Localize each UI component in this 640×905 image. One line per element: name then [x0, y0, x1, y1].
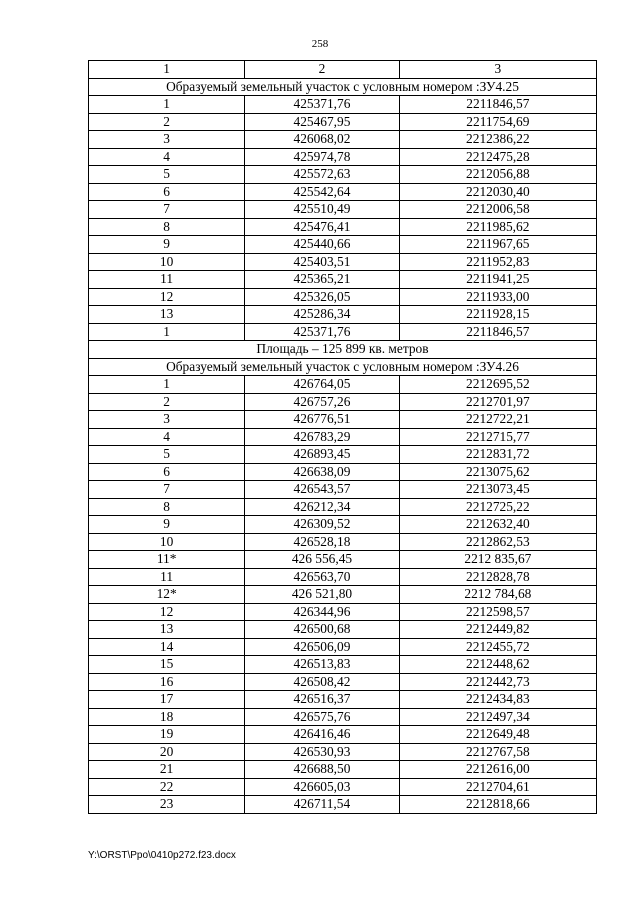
point-number-cell: 21: [89, 761, 245, 779]
table-row: [89, 586, 597, 604]
table-row: [89, 166, 597, 184]
x-coordinate-cell: 426605,03: [245, 778, 399, 796]
y-coordinate-cell: 2212598,57: [399, 603, 596, 621]
area-cell: Площадь – 125 899 кв. метров: [89, 341, 597, 359]
table-row: [89, 726, 597, 744]
point-number-cell: 12: [89, 288, 245, 306]
x-coordinate-cell: 426500,68: [245, 621, 399, 639]
point-number-cell: 1: [89, 376, 245, 394]
x-coordinate-cell: 426688,50: [245, 761, 399, 779]
point-number-cell: 9: [89, 236, 245, 254]
point-number-cell: 13: [89, 306, 245, 324]
y-coordinate-cell: 2211846,57: [399, 96, 596, 114]
y-coordinate-cell: 2212497,34: [399, 708, 596, 726]
x-coordinate-cell: 425440,66: [245, 236, 399, 254]
point-number-cell: 2: [89, 113, 245, 131]
table-row: [89, 96, 597, 114]
coordinates-table-body: [89, 61, 597, 814]
point-number-cell: 11: [89, 271, 245, 289]
x-coordinate-cell: 425510,49: [245, 201, 399, 219]
table-row: [89, 288, 597, 306]
x-coordinate-cell: 426528,18: [245, 533, 399, 551]
y-coordinate-cell: 2212725,22: [399, 498, 596, 516]
x-coordinate-cell: 425371,76: [245, 96, 399, 114]
table-row: [89, 656, 597, 674]
y-coordinate-cell: 2212386,22: [399, 131, 596, 149]
point-number-cell: 5: [89, 446, 245, 464]
x-coordinate-cell: 426506,09: [245, 638, 399, 656]
y-coordinate-cell: 2211846,57: [399, 323, 596, 341]
point-number-cell: 1: [89, 323, 245, 341]
section-title-row: [89, 78, 597, 96]
point-number-cell: 6: [89, 183, 245, 201]
table-row: [89, 516, 597, 534]
point-number-cell: 18: [89, 708, 245, 726]
y-coordinate-cell: 2212006,58: [399, 201, 596, 219]
point-number-cell: 12: [89, 603, 245, 621]
x-coordinate-cell: 426638,09: [245, 463, 399, 481]
table-row: [89, 498, 597, 516]
section-title-row: [89, 358, 597, 376]
y-coordinate-cell: 2211928,15: [399, 306, 596, 324]
x-coordinate-cell: 426416,46: [245, 726, 399, 744]
x-coordinate-cell: 426513,83: [245, 656, 399, 674]
table-row: [89, 603, 597, 621]
y-coordinate-cell: 2212434,83: [399, 691, 596, 709]
x-coordinate-cell: 426212,34: [245, 498, 399, 516]
x-coordinate-cell: 426508,42: [245, 673, 399, 691]
point-number-cell: 7: [89, 481, 245, 499]
table-row: [89, 236, 597, 254]
point-number-cell: 10: [89, 533, 245, 551]
point-number-cell: 5: [89, 166, 245, 184]
x-coordinate-cell: 425365,21: [245, 271, 399, 289]
point-number-cell: 23: [89, 796, 245, 814]
y-coordinate-cell: 2212862,53: [399, 533, 596, 551]
x-coordinate-cell: 425974,78: [245, 148, 399, 166]
table-row: [89, 253, 597, 271]
point-number-cell: 16: [89, 673, 245, 691]
y-coordinate-cell: 2211952,83: [399, 253, 596, 271]
y-coordinate-cell: 2212632,40: [399, 516, 596, 534]
x-coordinate-cell: 425326,05: [245, 288, 399, 306]
table-row: [89, 568, 597, 586]
table-row: [89, 673, 597, 691]
table-row: [89, 218, 597, 236]
y-coordinate-cell: 2211941,25: [399, 271, 596, 289]
y-coordinate-cell: 2212695,52: [399, 376, 596, 394]
y-coordinate-cell: 2212 835,67: [399, 551, 596, 569]
x-coordinate-cell: 425476,41: [245, 218, 399, 236]
point-number-cell: 17: [89, 691, 245, 709]
x-coordinate-cell: 426776,51: [245, 411, 399, 429]
x-coordinate-cell: 425286,34: [245, 306, 399, 324]
table-row: [89, 183, 597, 201]
table-row: [89, 131, 597, 149]
x-coordinate-cell: 425467,95: [245, 113, 399, 131]
section-title: Образуемый земельный участок с условным номером :ЗУ4.26: [89, 358, 597, 376]
x-coordinate-cell: 426344,96: [245, 603, 399, 621]
x-coordinate-cell: 425403,51: [245, 253, 399, 271]
table-row: [89, 113, 597, 131]
table-row: [89, 446, 597, 464]
point-number-cell: 11*: [89, 551, 245, 569]
y-coordinate-cell: 2213073,45: [399, 481, 596, 499]
table-row: [89, 533, 597, 551]
table-row: [89, 708, 597, 726]
point-number-cell: 15: [89, 656, 245, 674]
point-number-cell: 8: [89, 498, 245, 516]
point-number-cell: 9: [89, 516, 245, 534]
point-number-cell: 13: [89, 621, 245, 639]
table-row: [89, 778, 597, 796]
x-coordinate-cell: 425542,64: [245, 183, 399, 201]
y-coordinate-cell: 2212704,61: [399, 778, 596, 796]
y-coordinate-cell: 2211754,69: [399, 113, 596, 131]
x-coordinate-cell: 425572,63: [245, 166, 399, 184]
y-coordinate-cell: 2212722,21: [399, 411, 596, 429]
y-coordinate-cell: 2212649,48: [399, 726, 596, 744]
x-coordinate-cell: 426711,54: [245, 796, 399, 814]
section-title: Образуемый земельный участок с условным номером :ЗУ4.25: [89, 78, 597, 96]
x-coordinate-cell: 426 521,80: [245, 586, 399, 604]
table-row: [89, 323, 597, 341]
y-coordinate-cell: 2212448,62: [399, 656, 596, 674]
x-coordinate-cell: 426764,05: [245, 376, 399, 394]
y-coordinate-cell: 2212831,72: [399, 446, 596, 464]
y-coordinate-cell: 2212767,58: [399, 743, 596, 761]
table-row: [89, 428, 597, 446]
y-coordinate-cell: 2212056,88: [399, 166, 596, 184]
point-number-cell: 12*: [89, 586, 245, 604]
column-number-cell: 1: [89, 61, 245, 79]
y-coordinate-cell: 2211985,62: [399, 218, 596, 236]
y-coordinate-cell: 2212715,77: [399, 428, 596, 446]
y-coordinate-cell: 2211933,00: [399, 288, 596, 306]
x-coordinate-cell: 426575,76: [245, 708, 399, 726]
point-number-cell: 10: [89, 253, 245, 271]
point-number-cell: 2: [89, 393, 245, 411]
y-coordinate-cell: 2212828,78: [399, 568, 596, 586]
point-number-cell: 7: [89, 201, 245, 219]
table-row: [89, 551, 597, 569]
table-row: [89, 481, 597, 499]
table-row: [89, 201, 597, 219]
x-coordinate-cell: 426783,29: [245, 428, 399, 446]
column-number-cell: 2: [245, 61, 399, 79]
point-number-cell: 22: [89, 778, 245, 796]
point-number-cell: 6: [89, 463, 245, 481]
table-row: [89, 306, 597, 324]
table-row: [89, 743, 597, 761]
y-coordinate-cell: 2212818,66: [399, 796, 596, 814]
column-number-cell: 3: [399, 61, 596, 79]
page-number: 258: [311, 38, 329, 50]
point-number-cell: 20: [89, 743, 245, 761]
table-row: [89, 148, 597, 166]
x-coordinate-cell: 426893,45: [245, 446, 399, 464]
point-number-cell: 8: [89, 218, 245, 236]
table-row: [89, 463, 597, 481]
y-coordinate-cell: 2212442,73: [399, 673, 596, 691]
y-coordinate-cell: 2212449,82: [399, 621, 596, 639]
table-row: [89, 411, 597, 429]
x-coordinate-cell: 426068,02: [245, 131, 399, 149]
table-row: [89, 376, 597, 394]
y-coordinate-cell: 2211967,65: [399, 236, 596, 254]
x-coordinate-cell: 426757,26: [245, 393, 399, 411]
y-coordinate-cell: 2213075,62: [399, 463, 596, 481]
y-coordinate-cell: 2212475,28: [399, 148, 596, 166]
x-coordinate-cell: 426516,37: [245, 691, 399, 709]
y-coordinate-cell: 2212 784,68: [399, 586, 596, 604]
y-coordinate-cell: 2212701,97: [399, 393, 596, 411]
point-number-cell: 3: [89, 131, 245, 149]
point-number-cell: 4: [89, 428, 245, 446]
point-number-cell: 3: [89, 411, 245, 429]
point-number-cell: 11: [89, 568, 245, 586]
x-coordinate-cell: 426563,70: [245, 568, 399, 586]
table-row: [89, 761, 597, 779]
point-number-cell: 19: [89, 726, 245, 744]
table-row: [89, 271, 597, 289]
x-coordinate-cell: 425371,76: [245, 323, 399, 341]
y-coordinate-cell: 2212455,72: [399, 638, 596, 656]
table-row: [89, 796, 597, 814]
column-number-row: [89, 61, 597, 79]
y-coordinate-cell: 2212030,40: [399, 183, 596, 201]
table-row: [89, 638, 597, 656]
coordinates-table: [88, 60, 597, 814]
y-coordinate-cell: 2212616,00: [399, 761, 596, 779]
x-coordinate-cell: 426543,57: [245, 481, 399, 499]
area-row: [89, 341, 597, 359]
x-coordinate-cell: 426530,93: [245, 743, 399, 761]
file-path-footer: Y:\ORST\Ppo\0410p272.f23.docx: [88, 850, 236, 861]
table-row: [89, 691, 597, 709]
point-number-cell: 4: [89, 148, 245, 166]
table-row: [89, 621, 597, 639]
point-number-cell: 1: [89, 96, 245, 114]
x-coordinate-cell: 426 556,45: [245, 551, 399, 569]
point-number-cell: 14: [89, 638, 245, 656]
x-coordinate-cell: 426309,52: [245, 516, 399, 534]
table-row: [89, 393, 597, 411]
